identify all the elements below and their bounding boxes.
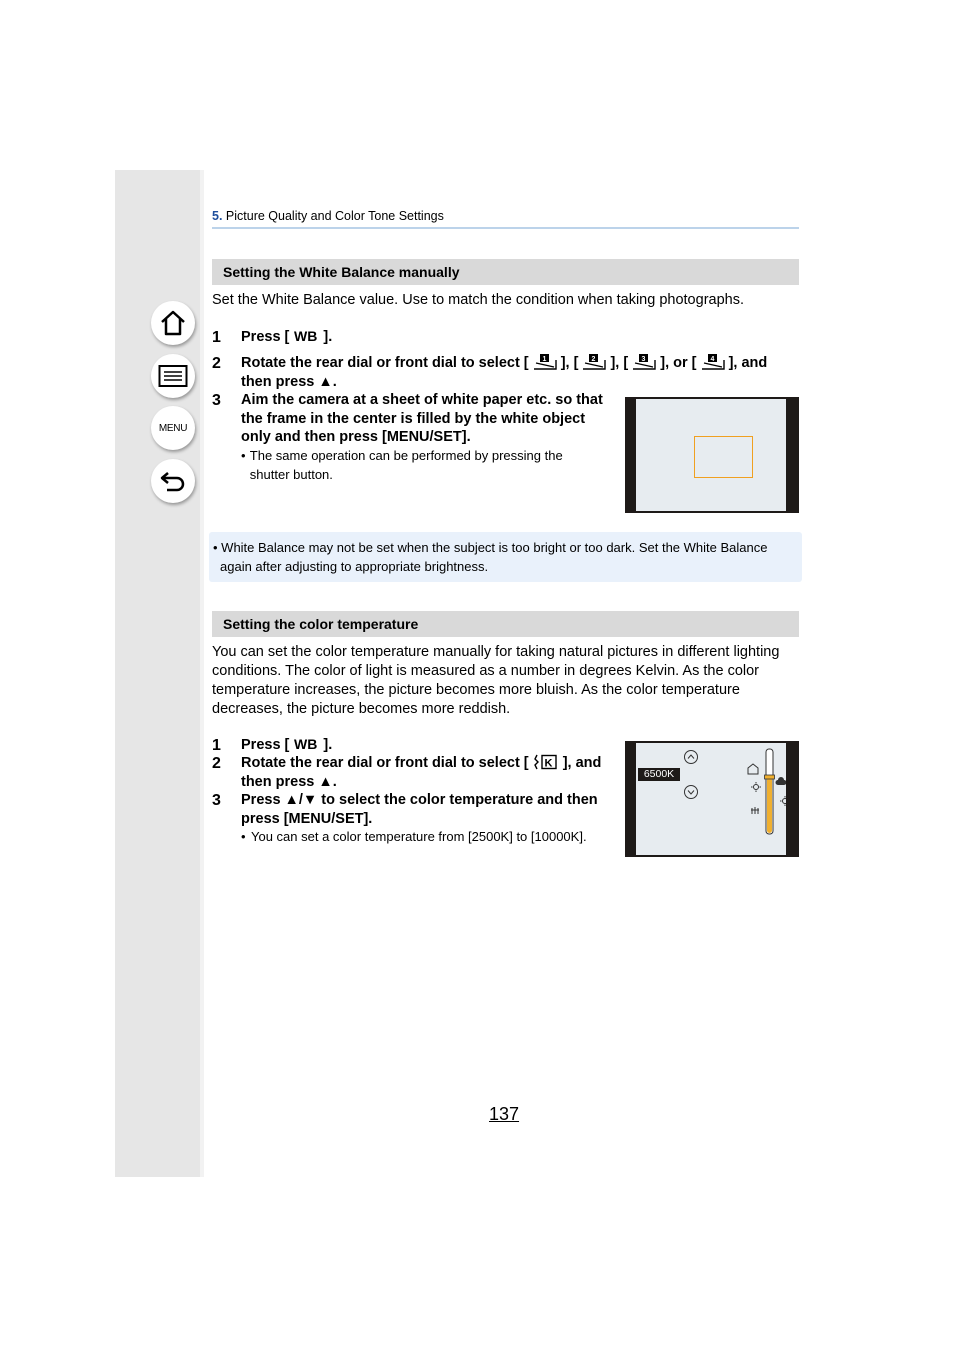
- step-text-part: ], and then press ▲.: [241, 755, 602, 790]
- step-2-text: [241, 754, 616, 791]
- step-3-bullet: • You can set a color temperature from [2500K] to [10000K].: [241, 829, 587, 844]
- svg-text:K: K: [544, 757, 553, 770]
- step-3-text: Press ▲/▼ to select the color temperature and then press [MENU/SET].: [241, 792, 598, 827]
- step-number: 3: [212, 792, 221, 809]
- section-title-color-temp: Setting the color temperature: [212, 611, 799, 637]
- cloudy-icon: [776, 777, 787, 785]
- color-temp-value: 6500K: [643, 768, 675, 780]
- color-temp-readout: [638, 768, 680, 781]
- step-text-part: Rotate the rear dial or front dial to select [: [241, 755, 533, 771]
- step-1-text: [241, 328, 332, 347]
- step-number: 2: [212, 755, 221, 772]
- svg-text:WB: WB: [294, 328, 318, 344]
- step-text-part: ], and then press ▲.: [241, 355, 768, 390]
- page-number: 137: [489, 1104, 520, 1124]
- step-1-text: [241, 736, 332, 755]
- chapter-number: 5.: [212, 209, 223, 223]
- color-temp-slider-fill: [767, 776, 772, 833]
- wb-set-1-icon: [533, 354, 557, 370]
- step-text-part: Press [: [241, 329, 294, 345]
- note-line-2: again after adjusting to appropriate brightness.: [220, 559, 489, 574]
- wb-badge: 4: [710, 356, 714, 363]
- screen-display: [636, 399, 786, 511]
- wb-set-4-icon: [701, 354, 725, 370]
- step-number: 2: [212, 355, 221, 372]
- back-button[interactable]: [151, 459, 195, 503]
- white-balance-frame: [694, 436, 753, 478]
- menu-button[interactable]: [151, 406, 195, 450]
- breadcrumb: [212, 209, 444, 223]
- shade-icon: [748, 764, 758, 774]
- camera-screen-manual-wb: [625, 397, 799, 513]
- screen-display: [636, 743, 786, 855]
- bullet-text: You can set a color temperature from [2500K] to [10000K].: [251, 829, 587, 844]
- step-2-text: [241, 354, 801, 391]
- step-number: 1: [212, 737, 221, 754]
- wb-badge: 1: [542, 356, 547, 363]
- note-text: White Balance may not be set when the subject is too bright or too dark. Set the White Balance: [221, 540, 768, 555]
- return-icon: [159, 467, 187, 495]
- step-text-part: Rotate the rear dial or front dial to select [: [241, 355, 533, 371]
- up-arrow-icon: [685, 751, 698, 764]
- svg-text:WB: WB: [294, 736, 318, 752]
- chapter-title: Picture Quality and Color Tone Settings: [225, 209, 444, 223]
- note-box: [209, 532, 802, 582]
- wb-badge: 2: [591, 356, 596, 363]
- step-text-part: ].: [319, 329, 333, 345]
- step-text-part: Press [: [241, 737, 294, 753]
- flash-sun-icon: [783, 799, 787, 804]
- step-number: 3: [212, 392, 221, 409]
- wb-set-2-icon: [582, 354, 606, 370]
- section-title-manual-wb: Setting the White Balance manually: [212, 259, 799, 285]
- menu-label: MENU: [158, 422, 188, 434]
- step-text-part: ].: [319, 737, 333, 753]
- color-temp-k-icon: [533, 754, 559, 770]
- step-number: 1: [212, 329, 221, 346]
- step-3-text: Aim the camera at a sheet of white paper etc. so that the frame in the center is filled by the white object only and then press [MENU/SET].: [241, 392, 603, 445]
- step-text-part: ], [: [556, 355, 583, 371]
- slider-marker: [765, 775, 775, 779]
- wb-set-3-icon: [632, 354, 656, 370]
- daylight-icon: [754, 785, 759, 790]
- header-divider: [212, 227, 799, 229]
- down-arrow-icon: [685, 786, 698, 799]
- color-temp-overlay: [636, 743, 786, 855]
- step-text-part: ], or [: [656, 355, 701, 371]
- bullet-text: The same operation can be performed by pressing the shutter button.: [249, 448, 563, 482]
- list-icon: [158, 364, 188, 388]
- section2-intro: You can set the color temperature manually for taking natural pictures in different lighting conditions. The color of light is measured as a number in degrees Kelvin. As the color temperature increases, the picture becomes more bluish. As the color temperature decreases, the picture becomes more reddish.: [212, 644, 780, 717]
- wb-icon: [293, 328, 319, 344]
- home-icon: [159, 309, 187, 337]
- home-button[interactable]: [151, 301, 195, 345]
- step-text-part: ], [: [606, 355, 633, 371]
- contents-button[interactable]: [151, 354, 195, 398]
- note-line-1: • White Balance may not be set when the subject is too bright or too dark. Set the White Balance: [213, 540, 768, 555]
- wb-badge: 3: [641, 356, 646, 363]
- incandescent-icon: [751, 807, 759, 814]
- step-3-bullet: • The same operation can be performed by pressing the shutter button.: [241, 446, 601, 484]
- camera-screen-color-temp: [625, 741, 799, 857]
- wb-icon: [293, 736, 319, 752]
- sidebar-edge: [200, 170, 204, 1177]
- section1-intro: Set the White Balance value. Use to match the condition when taking photographs.: [212, 292, 744, 308]
